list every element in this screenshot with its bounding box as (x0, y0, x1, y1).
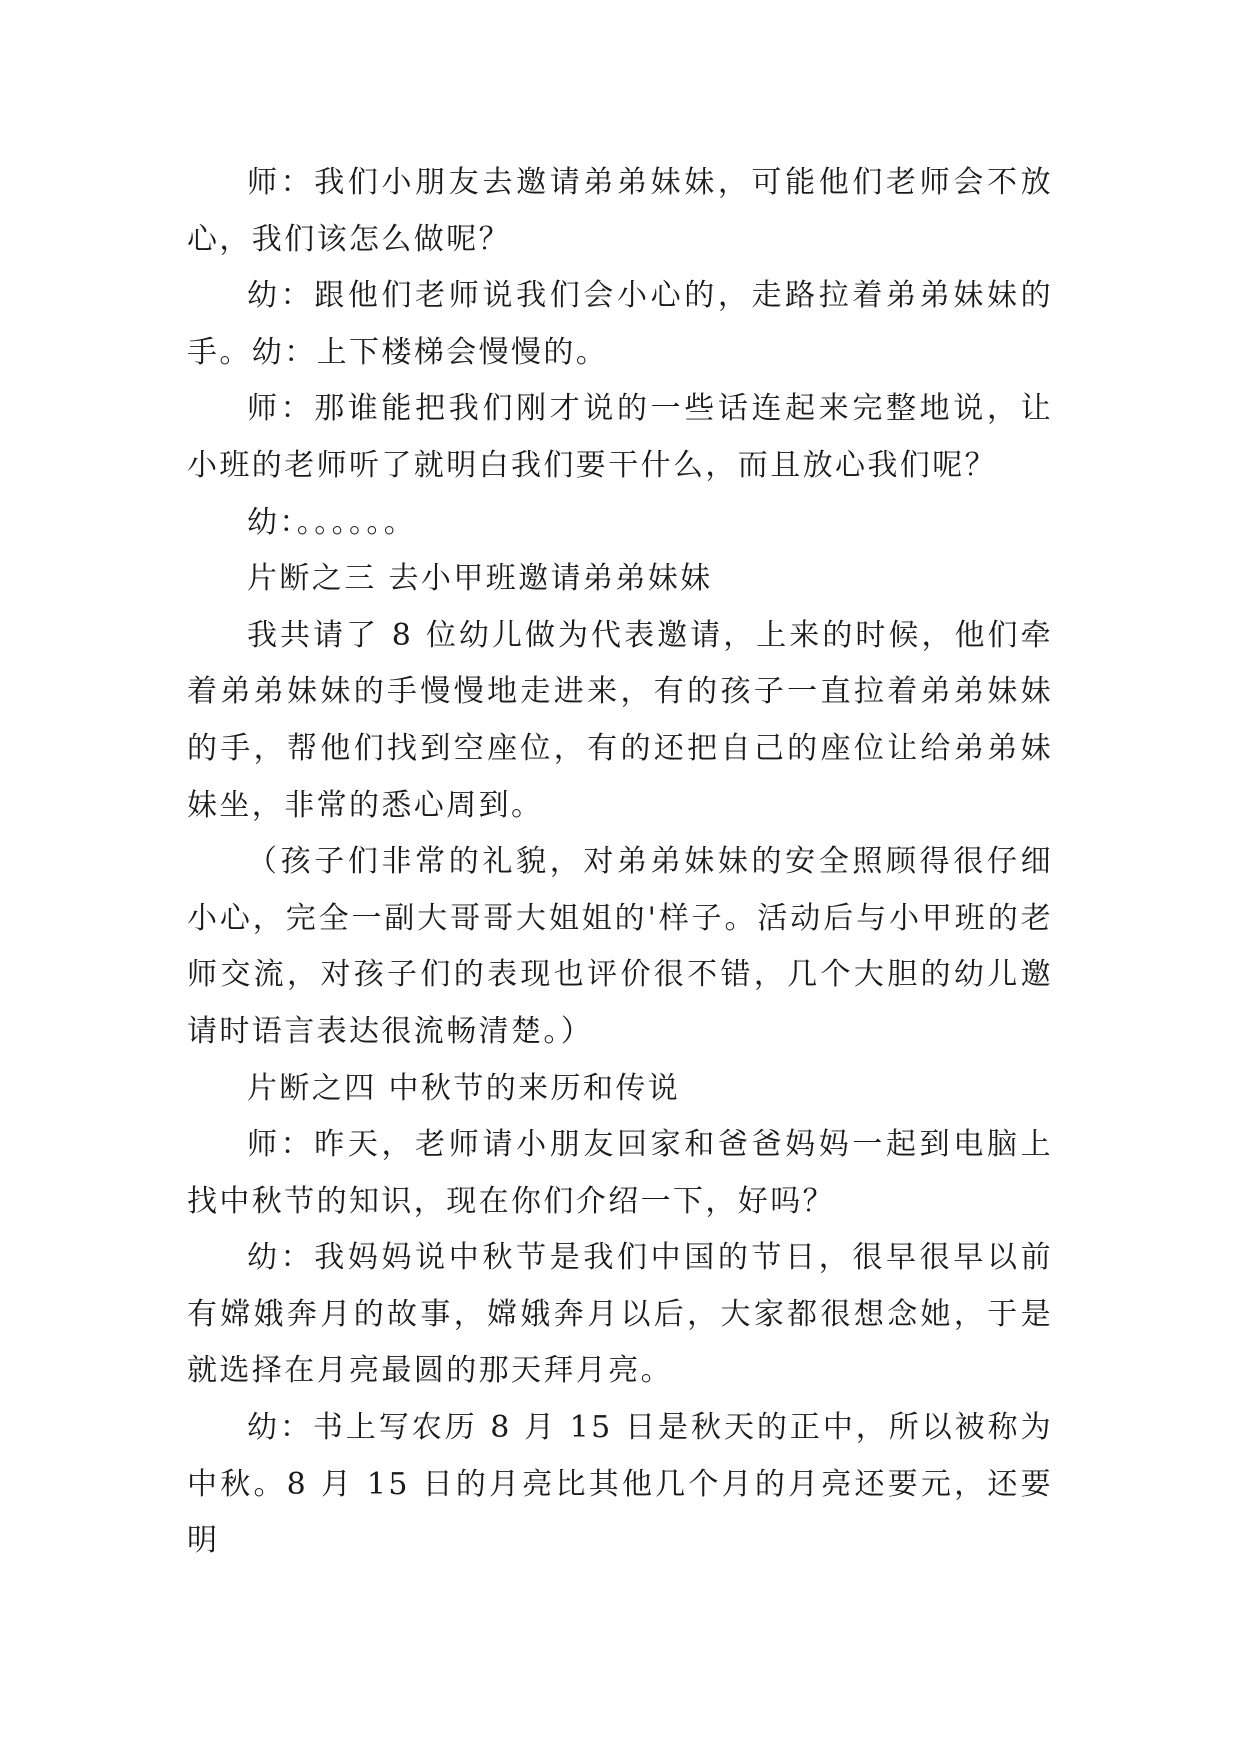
paragraph-fragment-3-narrative: 我共请了 8 位幼儿做为代表邀请，上来的时候，他们牵着弟弟妹妹的手慢慢地走进来，有的孩子一直拉着弟弟妹妹的手，帮他们找到空座位，有的还把自己的座位让给弟弟妹妹坐，非常的悉心周到。 (187, 617, 1053, 823)
paragraph-child-answer-4: 幼：书上写农历 8 月 15 日是秋天的正中，所以被称为中秋。8 月 15 日的月亮比其他几个月的月亮还要元，还要明 (187, 1410, 1053, 1559)
paragraph-teacher-question-2: 师：那谁能把我们刚才说的一些话连起来完整地说，让小班的老师听了就明白我们要干什么，而且放心我们呢？ (187, 391, 1053, 483)
section-heading-fragment-4: 片断之四 中秋节的来历和传说 (247, 1070, 681, 1106)
paragraph-teacher-question-3: 师：昨天，老师请小朋友回家和爸爸妈妈一起到电脑上找中秋节的知识，现在你们介绍一下，好吗？ (187, 1127, 1053, 1219)
paragraph-fragment-3-reflection: （孩子们非常的礼貌，对弟弟妹妹的安全照顾得很仔细小心，完全一副大哥哥大姐姐的'样子。活动后与小甲班的老师交流，对孩子们的表现也评价很不错，几个大胆的幼儿邀请时语言表达很流畅清楚。） (187, 844, 1053, 1049)
paragraph-child-answer-3: 幼：我妈妈说中秋节是我们中国的节日，很早很早以前有嫦娥奔月的故事，嫦娥奔月以后，大家都很想念她，于是就选择在月亮最圆的那天拜月亮。 (187, 1240, 1053, 1389)
paragraph-teacher-question-1: 师：我们小朋友去邀请弟弟妹妹，可能他们老师会不放心，我们该怎么做呢？ (187, 165, 1053, 257)
section-heading-fragment-3: 片断之三 去小甲班邀请弟弟妹妹 (247, 561, 713, 597)
paragraph-child-answer-1: 幼：跟他们老师说我们会小心的，走路拉着弟弟妹妹的手。幼：上下楼梯会慢慢的。 (187, 278, 1053, 370)
document-body (187, 155, 1053, 1570)
paragraph-child-answer-2: 幼：。。。。。。 (247, 504, 417, 540)
